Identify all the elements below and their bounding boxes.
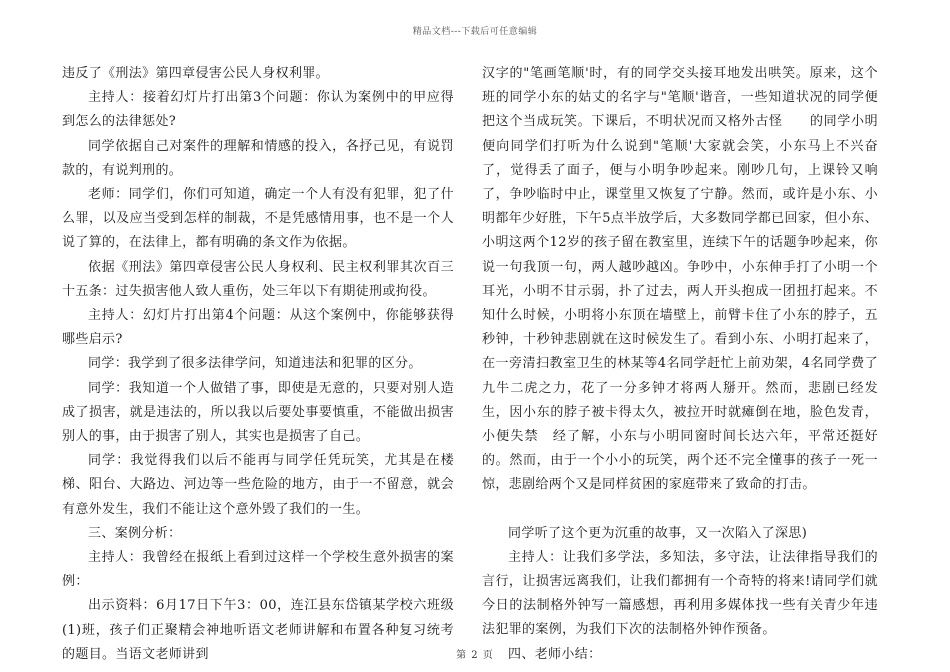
paragraph: 同学：我学到了很多法律学问，知道违法和犯罪的区分。 bbox=[88, 356, 422, 372]
paragraph: 汉字的"笔画笔顺'时，有的同学交头接耳地发出哄笑。原来，这个班的同学小东的姑丈的名字与"笔顺'谐音，一些知道状况的同学便把这个当成玩笑。下课后，不明状况而又格外古怪 的同学小明便向同学们打听为什么说到"笔顺'大家就会笑，小东马上不兴奋了，觉得丢了面子，便与小明争吵起来。刚吵几句，上课铃又响了，争吵临时中止，课堂里又恢复了宁静。然而，或许是小东、小明都年少好胜，下午5点半放学后，大多数同学都已回家，但小东、小明这两个12岁的孩子留在教室里，连续下午的话题争吵起来，你说一句我顶一句，两人越吵越凶。争吵中，小东伸手打了小明一个耳光，小明不甘示弱，扑了过去，两人开头抱成一团扭打起来。不知什么时候，小明将小东顶在墙壁上，前臂卡住了小东的脖子，五秒钟，十秒钟悲剧就在这时候发生了。看到小东、小明打起来了，在一旁清扫教室卫生的林某等4名同学赶忙上前劝架，4名同学费了九牛二虎之力，花了一分多钟才将两人掰开。然而，悲剧已经发生，因小东的脖子被卡得太久，被拉开时就瘫倒在地，脸色发青，小便失禁 经了解，小东与小明同窗时间长达六年，平常还挺好的。然而，由于一个小小的玩笑，两个还不完全懂事的孩子一死一惊，悲剧给两个又是同样贫困的家庭带来了致命的打击。 bbox=[482, 66, 878, 493]
left-column bbox=[62, 62, 454, 667]
paragraph: 违反了《刑法》第四章侵害公民人身权利罪。 bbox=[62, 66, 330, 81]
paragraph: 同学：我知道一个人做错了事，即使是无意的，只要对别人造成了损害，就是违法的，所以我以后要处事要慎重，不能做出损害别人的事，由于损害了别人，其实也是损害了自己。 bbox=[62, 380, 454, 445]
paragraph: 同学依据自己对案件的理解和情感的投入，各抒己见，有说罚款的，有说判刑的。 bbox=[62, 138, 454, 178]
right-column bbox=[482, 62, 878, 667]
paragraph-gap bbox=[482, 498, 878, 522]
paragraph: 主持人：我曾经在报纸上看到过这样一个学校生意外损害的案例： bbox=[62, 550, 454, 590]
page-number: 第 2 页 bbox=[456, 650, 494, 661]
page-header: 精品文档---下载后可任意编辑 bbox=[412, 27, 538, 37]
section-heading: 三、案例分析： bbox=[88, 525, 182, 541]
paragraph: 主持人：让我们多学法，多知法，多守法，让法律指导我们的言行，让损害远离我们，让我们都拥有一个奇特的将来!请同学们就今日的法制格外钟写一篇感想，再利用多媒体找一些有关青少年违法犯罪的案例，为我们下次的法制格外钟作预备。 bbox=[482, 549, 878, 638]
section-heading: 四、老师小结： bbox=[508, 646, 602, 662]
paragraph: 老师：同学们，你们可知道，确定一个人有没有犯罪，犯了什么罪，以及应当受到怎样的制裁，不是凭感情用事，也不是一个人说了算的，在法律上，都有明确的条文作为依据。 bbox=[62, 187, 454, 251]
paragraph: 同学听了这个更为沉重的故事，又一次陷入了深思) bbox=[508, 525, 808, 541]
paragraph: 同学：我觉得我们以后不能再与同学任凭玩笑，尤其是在楼梯、阳台、大路边、河边等一些危险的地方，由于一不留意，就会有意外发生，我们不能让这个意外毁了我们的一生。 bbox=[62, 453, 454, 517]
paragraph: 出示资料：6月17日下午3：00，连江县东岱镇某学校六班级(1)班，孩子们正聚精会神地听语文老师讲解和布置各种复习统考的题目。当语文老师讲到 bbox=[62, 598, 454, 662]
paragraph: 主持人：幻灯片打出第4个问题：从这个案例中，你能够获得哪些启示? bbox=[62, 308, 454, 348]
paragraph: 依据《刑法》第四章侵害公民人身权利、民主权利罪其次百三十五条：过失损害他人致人重伤，处三年以下有期徒刑或拘役。 bbox=[62, 259, 454, 299]
paragraph: 主持人：接着幻灯片打出第3个问题：你认为案例中的甲应得到怎么的法律惩处? bbox=[62, 90, 454, 130]
